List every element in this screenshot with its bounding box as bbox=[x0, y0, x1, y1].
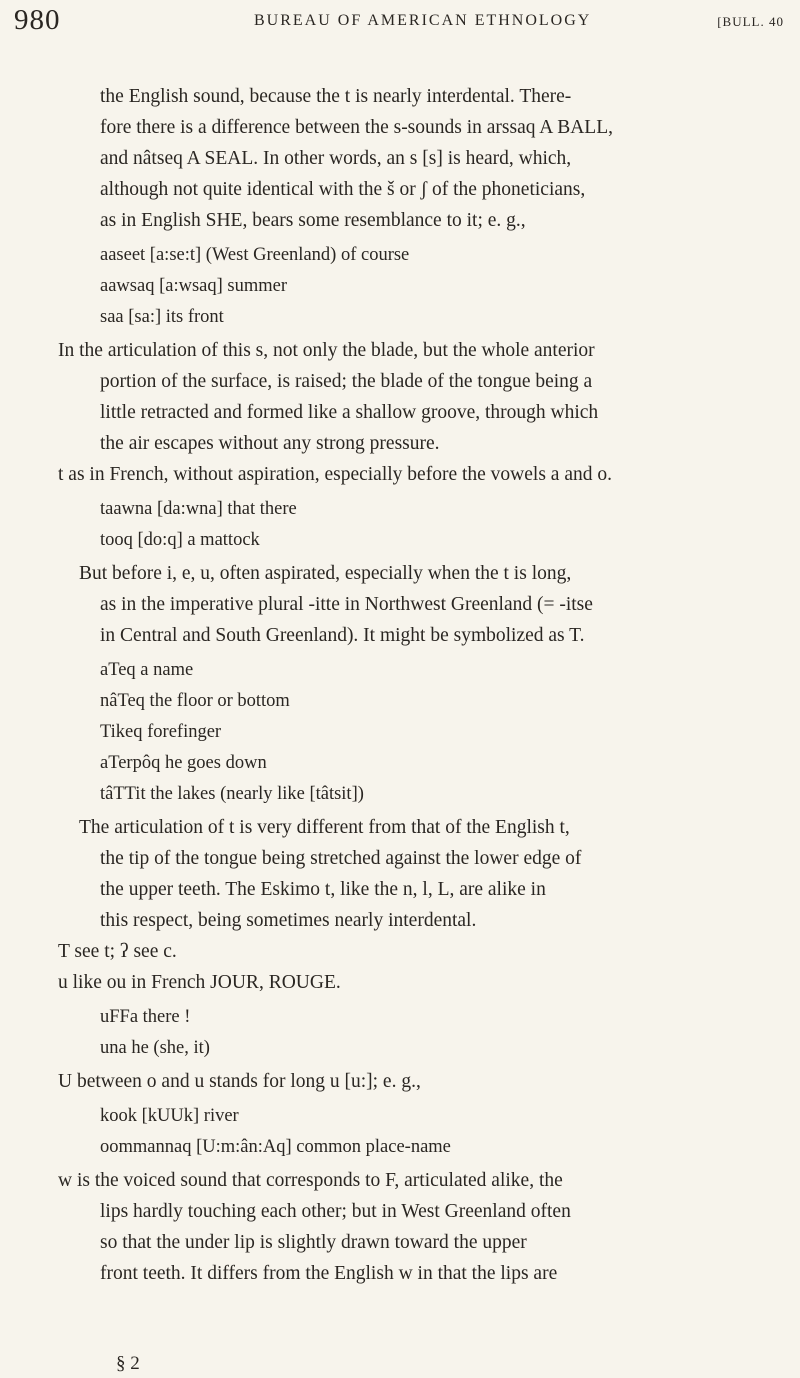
text-line: t as in French, without aspiration, especially before the vowels a and o. bbox=[58, 464, 612, 485]
text-line: as in English SHE, bears some resemblance to it; e. g., bbox=[100, 210, 526, 231]
bulletin-reference: [BULL. 40 bbox=[717, 14, 784, 29]
text-line: in Central and South Greenland). It might be symbolized as T. bbox=[100, 625, 585, 646]
example-line: tooq [do:q] a mattock bbox=[100, 530, 260, 550]
text-line: The articulation of t is very different from that of the English t, bbox=[79, 817, 570, 838]
text-line: the air escapes without any strong pressure. bbox=[100, 433, 440, 454]
example-line: aTeq a name bbox=[100, 660, 194, 680]
text-line: and nâtseq A SEAL. In other words, an s [s] is heard, which, bbox=[100, 148, 572, 169]
example-line: Tikeq forefinger bbox=[100, 722, 222, 742]
text-line: as in the imperative plural -itte in Northwest Greenland (= -itse bbox=[100, 594, 593, 615]
text-line: But before i, e, u, often aspirated, especially when the t is long, bbox=[79, 563, 572, 584]
example-line: saa [sa:] its front bbox=[100, 307, 224, 327]
text-line: the English sound, because the t is nearly interdental. There- bbox=[100, 86, 572, 107]
text-line: little retracted and formed like a shallow groove, through which bbox=[100, 402, 599, 423]
section-mark: § 2 bbox=[116, 1353, 140, 1374]
text-line: U between o and u stands for long u [u:]; e. g., bbox=[58, 1071, 421, 1092]
running-head: BUREAU OF AMERICAN ETHNOLOGY bbox=[254, 12, 592, 29]
text-line: In the articulation of this s, not only the blade, but the whole anterior bbox=[58, 340, 595, 361]
text-line: the tip of the tongue being stretched against the lower edge of bbox=[100, 848, 582, 869]
text-line: fore there is a difference between the s-sounds in arssaq A BALL, bbox=[100, 117, 613, 138]
page-number: 980 bbox=[14, 4, 61, 36]
example-line: kook [kUUk] river bbox=[100, 1106, 239, 1126]
text-line: u like ou in French JOUR, ROUGE. bbox=[58, 972, 341, 993]
example-line: taawna [da:wna] that there bbox=[100, 499, 297, 519]
text-line: T see t; ʔ see c. bbox=[58, 941, 177, 962]
example-line: uFFa there ! bbox=[100, 1007, 191, 1027]
text-line: lips hardly touching each other; but in West Greenland often bbox=[100, 1201, 571, 1222]
example-line: aawsaq [a:wsaq] summer bbox=[100, 276, 287, 296]
example-line: oommannaq [U:m:ân:Aq] common place-name bbox=[100, 1137, 451, 1157]
text-line: portion of the surface, is raised; the blade of the tongue being a bbox=[100, 371, 593, 392]
example-line: una he (she, it) bbox=[100, 1038, 210, 1058]
example-line: tâTTit the lakes (nearly like [tâtsit]) bbox=[100, 784, 364, 804]
page-header bbox=[14, 4, 784, 44]
text-line: w is the voiced sound that corresponds to F, articulated alike, the bbox=[58, 1170, 563, 1191]
text-line: this respect, being sometimes nearly interdental. bbox=[100, 910, 477, 931]
example-line: aaseet [a:se:t] (West Greenland) of course bbox=[100, 245, 410, 265]
text-line: so that the under lip is slightly drawn toward the upper bbox=[100, 1232, 527, 1253]
example-line: aTerpôq he goes down bbox=[100, 753, 267, 773]
text-line: front teeth. It differs from the English w in that the lips are bbox=[100, 1263, 558, 1284]
text-line: although not quite identical with the š or ʃ of the phoneticians, bbox=[100, 179, 586, 200]
example-line: nâTeq the floor or bottom bbox=[100, 691, 290, 711]
text-line: the upper teeth. The Eskimo t, like the n, l, L, are alike in bbox=[100, 879, 546, 900]
